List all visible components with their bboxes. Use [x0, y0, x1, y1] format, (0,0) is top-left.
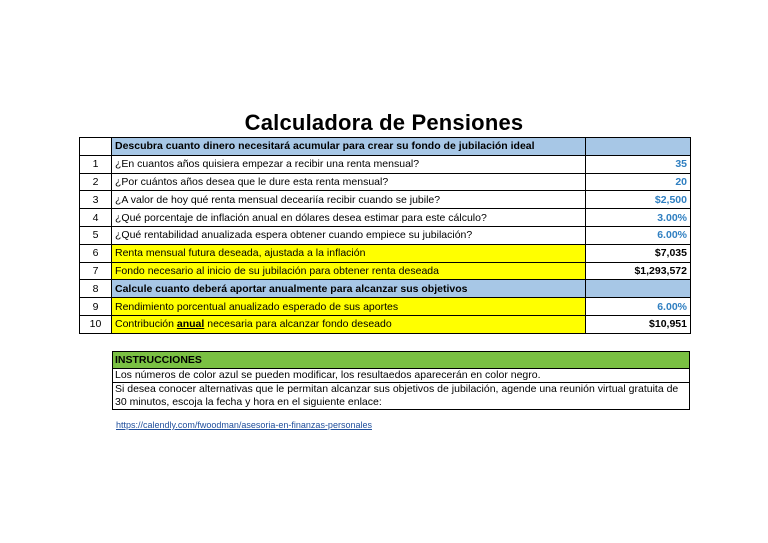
- table-row: [80, 226, 691, 244]
- row-question: ¿Por cuántos años desea que le dure esta renta mensual?: [112, 173, 586, 191]
- row-number: 7: [80, 262, 112, 280]
- input-inflation-rate[interactable]: 3.00%: [586, 209, 691, 227]
- instructions-header: INSTRUCCIONES: [113, 352, 690, 369]
- calendly-link[interactable]: https://calendly.com/fwoodman/asesoria-en-finanzas-personales: [116, 420, 372, 430]
- table-row: [80, 173, 691, 191]
- input-years-of-income[interactable]: 20: [586, 173, 691, 191]
- calculator-table: [79, 137, 691, 334]
- blank-cell: [80, 138, 112, 156]
- row-number: 3: [80, 191, 112, 209]
- input-retirement-return[interactable]: 6.00%: [586, 226, 691, 244]
- question-part: necesaria para alcanzar fondo deseado: [204, 318, 392, 331]
- row-number: 9: [80, 298, 112, 316]
- table-row: [80, 262, 691, 280]
- section-header-row: [80, 280, 691, 298]
- header-fill-cell: [586, 138, 691, 156]
- table-row: [80, 191, 691, 209]
- row-question: ¿A valor de hoy qué renta mensual deceariía recibir cuando se jubile?: [112, 191, 586, 209]
- result-annual-contribution: $10,951: [586, 315, 691, 333]
- row-question: ¿Qué rentabilidad anualizada espera obtener cuando empiece su jubilación?: [112, 226, 586, 244]
- row-question: Rendimiento porcentual anualizado esperado de sus aportes: [112, 298, 586, 316]
- row-number: 1: [80, 155, 112, 173]
- table-row: [80, 298, 691, 316]
- page-title: Calculadora de Pensiones: [244, 110, 524, 135]
- row-number: 5: [80, 226, 112, 244]
- row-number: 2: [80, 173, 112, 191]
- row-number: 8: [80, 280, 112, 298]
- instructions-line: Si desea conocer alternativas que le permitan alcanzar sus objetivos de jubilación, agende una reunión virtual gratuita de 30 minutos, escoja la fecha y hora en el siguiente enlace:: [113, 383, 690, 410]
- question-part: Contribución: [115, 318, 177, 331]
- section-header-row: [80, 138, 691, 156]
- input-monthly-income[interactable]: $2,500: [586, 191, 691, 209]
- row-number: 4: [80, 209, 112, 227]
- row-question: [112, 315, 586, 333]
- table-row: [80, 209, 691, 227]
- question-emphasis: anual: [176, 318, 205, 331]
- result-future-monthly-income: $7,035: [586, 244, 691, 262]
- row-question: ¿Qué porcentaje de inflación anual en dólares desea estimar para este cálculo?: [112, 209, 586, 227]
- instructions-box: [112, 351, 690, 410]
- row-question: Renta mensual futura deseada, ajustada a la inflación: [112, 244, 586, 262]
- table-row: [80, 315, 691, 333]
- instructions-line: Los números de color azul se pueden modificar, los resultaedos aparecerán en color negro.: [113, 369, 690, 383]
- section-header: Calcule cuanto deberá aportar anualmente para alcanzar sus objetivos: [112, 280, 586, 298]
- table-row: [80, 155, 691, 173]
- row-question: Fondo necesario al inicio de su jubilación para obtener renta deseada: [112, 262, 586, 280]
- table-row: [80, 244, 691, 262]
- row-number: 6: [80, 244, 112, 262]
- header-fill-cell: [586, 280, 691, 298]
- result-required-fund: $1,293,572: [586, 262, 691, 280]
- section-header: Descubra cuanto dinero necesitará acumular para crear su fondo de jubilación ideal: [112, 138, 586, 156]
- input-years-until-retirement[interactable]: 35: [586, 155, 691, 173]
- input-contribution-return[interactable]: 6.00%: [586, 298, 691, 316]
- row-number: 10: [80, 315, 112, 333]
- row-question: ¿En cuantos años quisiera empezar a recibir una renta mensual?: [112, 155, 586, 173]
